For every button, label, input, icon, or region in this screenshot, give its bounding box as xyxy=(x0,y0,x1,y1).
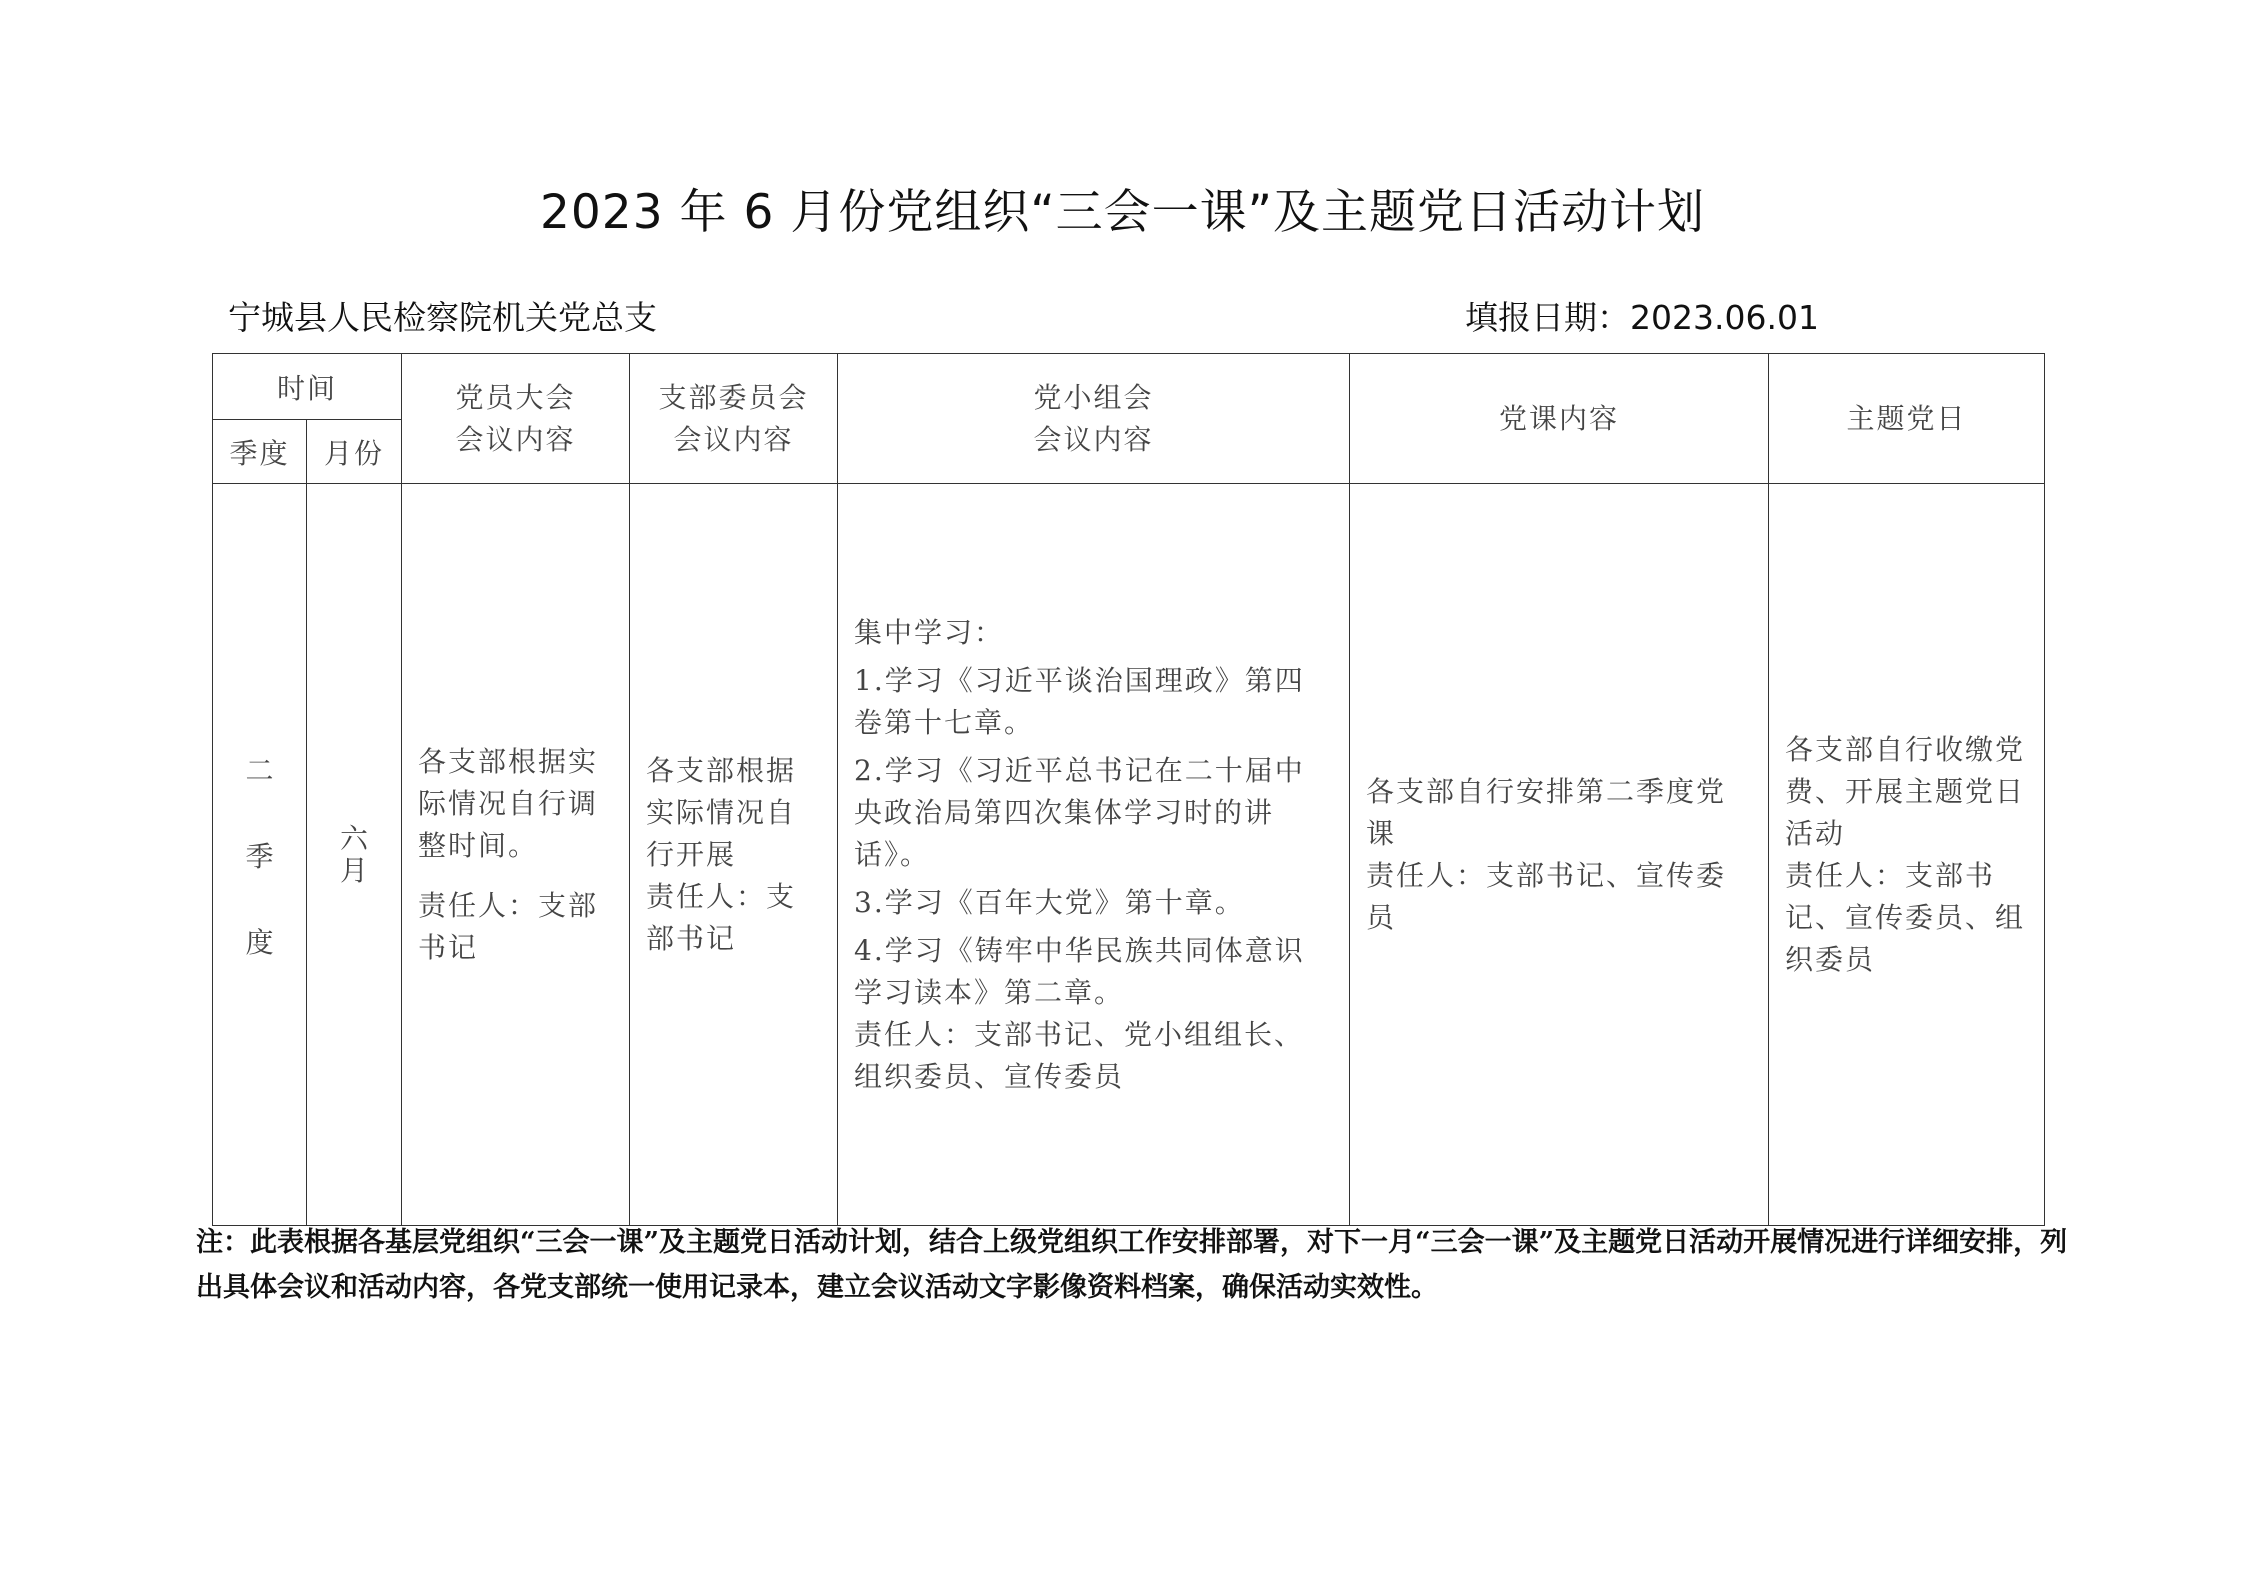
party-lesson-owner: 责任人：支部书记、宣传委员 xyxy=(1366,858,1727,934)
group-meeting-content xyxy=(838,484,1350,1226)
committee-meeting-owner: 责任人：支部书记 xyxy=(646,879,797,955)
footnote: 注：此表根据各基层党组织“三会一课”及主题党日活动计划，结合上级党组织工作安排部署，对下一月“三会一课”及主题党日活动开展情况进行详细安排，列出具体会议和活动内容，各党支部统一使用记录本，建立会议活动文字影像资料档案，确保活动实效性。 xyxy=(196,1227,2068,1303)
group-meeting-line-2: 1.学习《习近平谈治国理政》第四卷第十七章。 xyxy=(854,663,1305,739)
quarter-char-3: 度 xyxy=(245,925,274,959)
header-member-meeting-line2: 会议内容 xyxy=(455,422,576,456)
month-cell xyxy=(307,484,402,1226)
header-group-meeting xyxy=(838,354,1350,484)
party-lesson-text: 各支部自行安排第二季度党课 xyxy=(1366,774,1727,850)
header-member-meeting-line1: 党员大会 xyxy=(455,380,576,414)
report-date: 填报日期：2023.06.01 xyxy=(1465,298,1819,337)
header-month: 月份 xyxy=(307,420,402,484)
header-row-1 xyxy=(213,354,2045,420)
member-meeting-owner: 责任人：支部书记 xyxy=(418,888,599,964)
theme-day-text: 各支部自行收缴党费、开展主题党日活动 xyxy=(1785,732,2026,850)
group-meeting-line-1: 集中学习： xyxy=(854,615,1005,649)
header-group-meeting-line1: 党小组会 xyxy=(1033,380,1154,414)
committee-meeting-content xyxy=(630,484,838,1226)
month-char-1: 六 xyxy=(340,821,369,855)
group-meeting-line-5: 4.学习《铸牢中华民族共同体意识学习读本》第二章。 xyxy=(854,933,1305,1009)
organization-name: 宁城县人民检察院机关党总支 xyxy=(228,298,657,337)
plan-row xyxy=(213,484,2045,1226)
plan-table xyxy=(212,353,2045,1226)
theme-day-content xyxy=(1769,484,2045,1226)
header-committee-meeting xyxy=(630,354,838,484)
header-quarter: 季度 xyxy=(213,420,307,484)
theme-day-owner: 责任人：支部书记、宣传委员、组织委员 xyxy=(1785,858,2026,976)
party-lesson-content xyxy=(1350,484,1769,1226)
quarter-char-1: 二 xyxy=(245,753,274,787)
header-time: 时间 xyxy=(213,354,402,420)
header-committee-meeting-line2: 会议内容 xyxy=(673,422,794,456)
header-committee-meeting-line1: 支部委员会 xyxy=(658,380,809,414)
group-meeting-owner: 责任人：支部书记、党小组组长、组织委员、宣传委员 xyxy=(854,1017,1305,1093)
committee-meeting-text: 各支部根据实际情况自行开展 xyxy=(646,753,797,871)
member-meeting-text: 各支部根据实际情况自行调整时间。 xyxy=(418,744,599,862)
header-group-meeting-line2: 会议内容 xyxy=(1033,422,1154,456)
group-meeting-line-4: 3.学习《百年大党》第十章。 xyxy=(854,885,1245,919)
header-theme-day: 主题党日 xyxy=(1769,354,2045,484)
header-member-meeting xyxy=(402,354,630,484)
quarter-cell xyxy=(213,484,307,1226)
page-title: 2023 年 6 月份党组织“三会一课”及主题党日活动计划 xyxy=(539,185,1706,240)
header-party-lesson: 党课内容 xyxy=(1350,354,1769,484)
month-char-2: 月 xyxy=(340,853,369,887)
quarter-char-2: 季 xyxy=(245,839,274,873)
group-meeting-line-3: 2.学习《习近平总书记在二十届中央政治局第四次集体学习时的讲话》。 xyxy=(854,753,1305,871)
member-meeting-content xyxy=(402,484,630,1226)
